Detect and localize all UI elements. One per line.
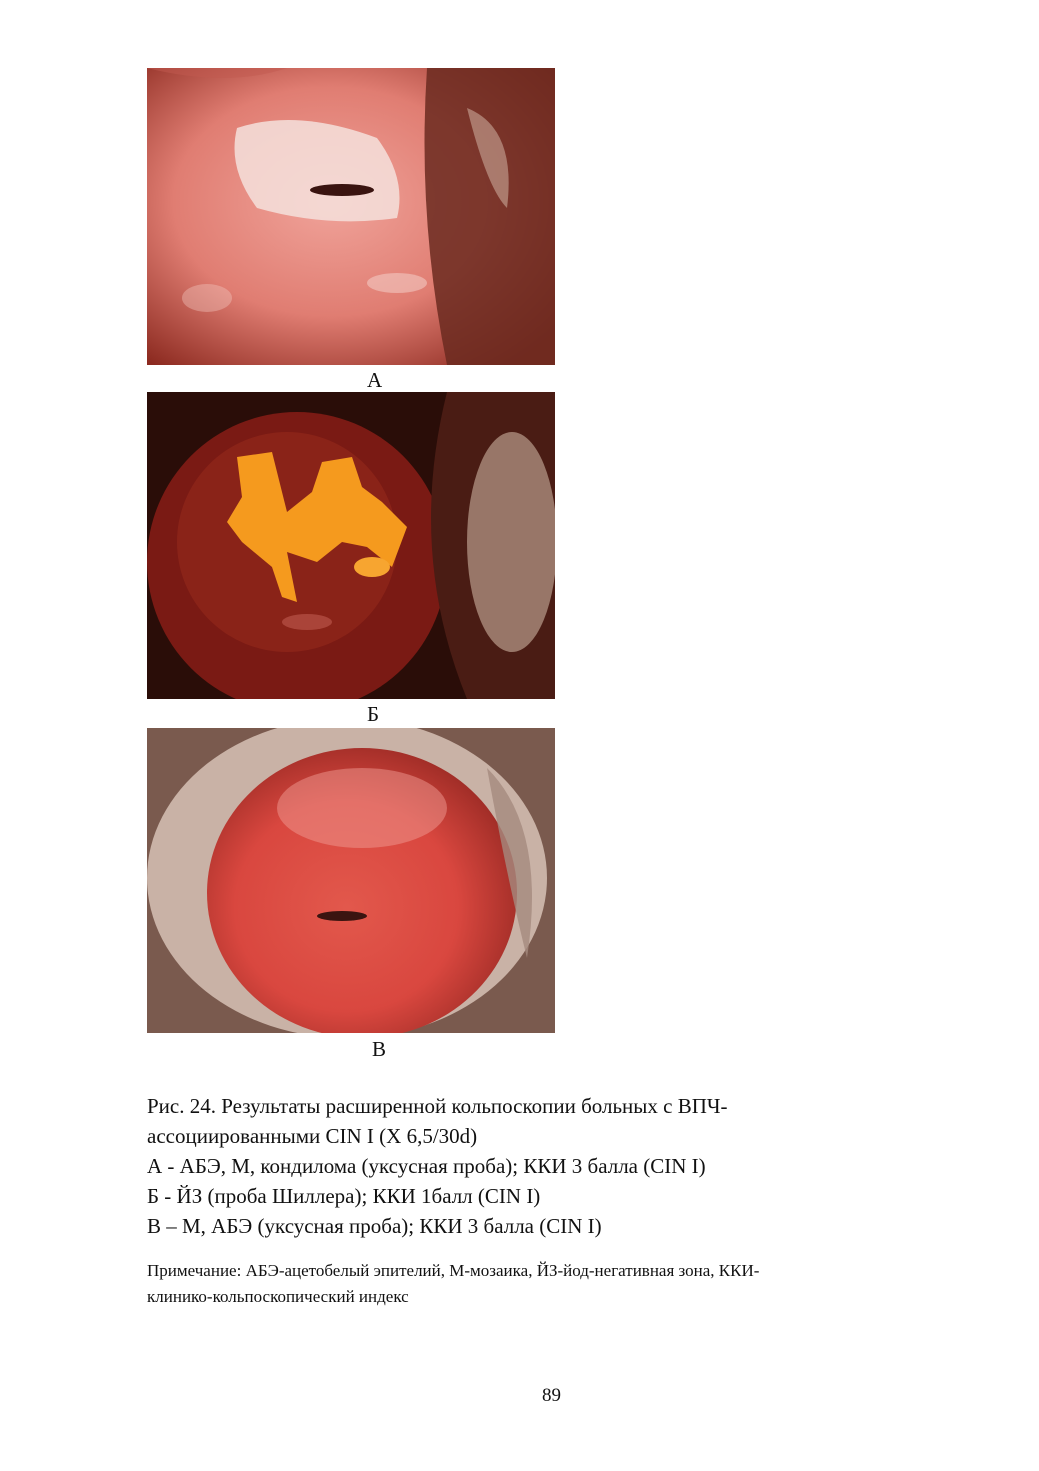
caption-panel-a: А - АБЭ, М, кондилома (уксусная проба); ККИ 3 балла (CIN I): [147, 1154, 706, 1178]
caption-panel-c: В – М, АБЭ (уксусная проба); ККИ 3 балла (CIN I): [147, 1214, 602, 1238]
panel-label-b: Б: [367, 702, 380, 726]
caption-title-line2: ассоциированными CIN I (Х 6,5/30d): [147, 1124, 478, 1148]
panel-label-c: В: [372, 1037, 387, 1061]
caption-panel-b: Б - ЙЗ (проба Шиллера); ККИ 1балл (CIN I): [147, 1184, 541, 1208]
colposcopy-photo-a: [147, 68, 555, 365]
figure-caption: [147, 1091, 967, 1241]
page-number: 89: [542, 1385, 561, 1406]
colposcopy-photo-c: [147, 728, 555, 1033]
colposcopy-photo-b: [147, 392, 555, 699]
note-line2: клинико-кольпоскопический индекс: [147, 1287, 409, 1306]
caption-title-line1: Рис. 24. Результаты расширенной кольпоскопии больных с ВПЧ-: [147, 1094, 728, 1118]
panel-label-a: А: [367, 368, 383, 392]
note-line1: Примечание: АБЭ-ацетобелый эпителий, М-мозаика, ЙЗ-йод-негативная зона, ККИ-: [147, 1261, 760, 1280]
abbreviation-note: [147, 1258, 927, 1310]
